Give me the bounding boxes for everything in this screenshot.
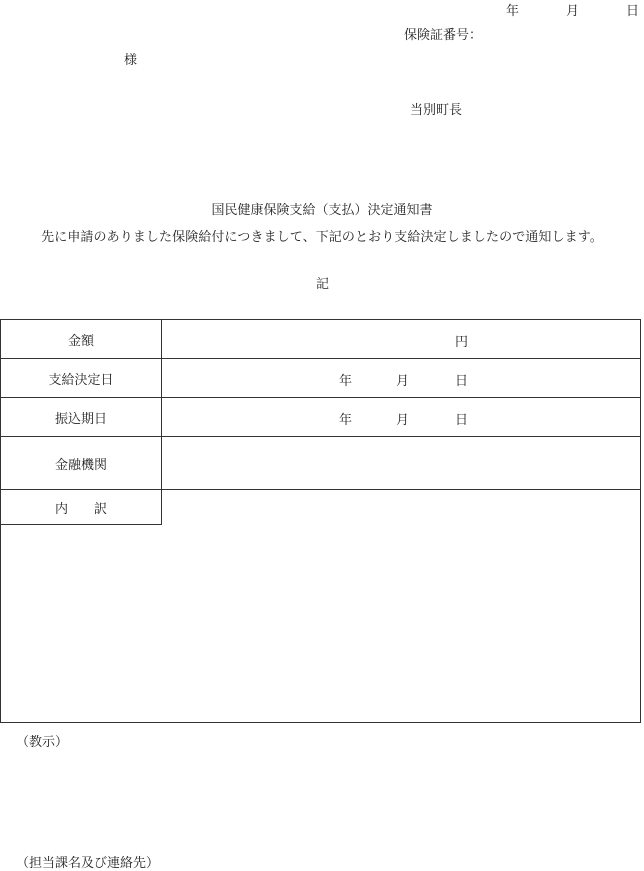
decision-date-row [1, 359, 640, 398]
instruction-label: （教示） [16, 735, 69, 750]
transfer-date-month: 月 [396, 413, 410, 428]
bank-label: 金融機関 [1, 437, 162, 489]
transfer-date-label: 振込期日 [1, 398, 162, 436]
transfer-date-row [1, 398, 640, 437]
bank-row [1, 437, 640, 490]
transfer-date-year: 年 [339, 413, 353, 428]
amount-value-cell [162, 320, 640, 358]
issue-date-day: 日 [626, 4, 640, 19]
amount-unit: 円 [455, 335, 469, 350]
decision-date-day: 日 [455, 374, 469, 389]
ki-heading: 記 [316, 277, 330, 292]
issue-date-month: 月 [566, 4, 580, 19]
transfer-date-value-cell [162, 398, 640, 436]
contact-label: （担当課名及び連絡先） [16, 856, 160, 871]
amount-label: 金額 [1, 320, 162, 358]
issuer-name: 当別町長 [410, 103, 463, 118]
decision-date-year: 年 [339, 374, 353, 389]
transfer-date-day: 日 [455, 413, 469, 428]
notice-body: 先に申請のありました保険給付につきまして、下記のとおり支給決定しましたので通知します。 [41, 230, 603, 245]
bank-value-cell [162, 437, 640, 489]
issue-date-year: 年 [506, 4, 520, 19]
decision-date-month: 月 [396, 374, 410, 389]
amount-row [1, 320, 640, 359]
decision-date-label: 支給決定日 [1, 359, 162, 397]
issue-date [506, 0, 640, 18]
recipient-honorific: 様 [124, 53, 138, 68]
document-title: 国民健康保険支給（支払）決定通知書 [211, 203, 433, 218]
decision-date-value-cell [162, 359, 640, 397]
insurance-number-label: 保険証番号： [404, 28, 483, 43]
payment-details-table [0, 319, 641, 723]
breakdown-label: 内 訳 [1, 490, 162, 525]
